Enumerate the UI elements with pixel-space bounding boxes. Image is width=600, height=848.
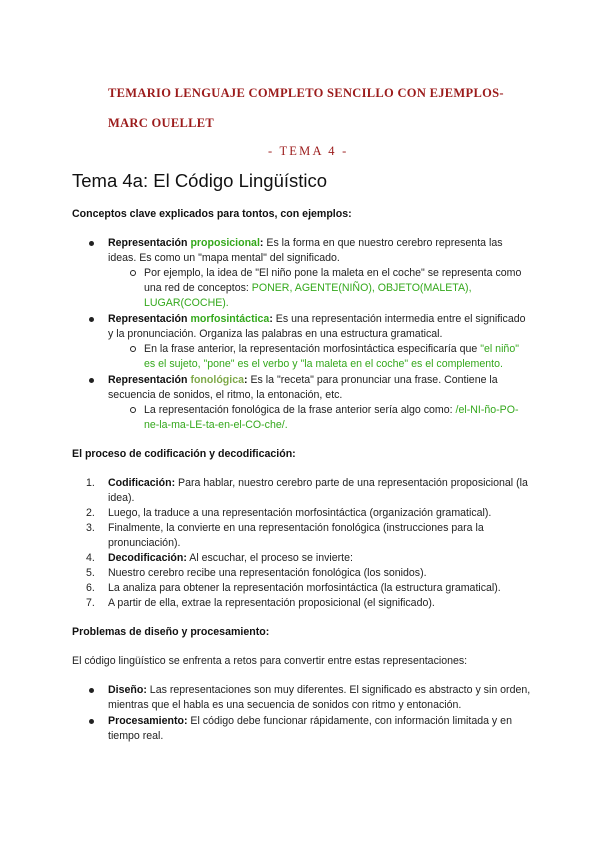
example-highlight: "el niño" es el sujeto, "pone" es el verbo y "la maleta en el coche" es el complemento. [144, 343, 519, 370]
sub-list [108, 342, 532, 372]
process-steps-list [72, 476, 532, 611]
list-item [72, 581, 532, 596]
concepts-list [72, 236, 532, 433]
term-label: Representación [108, 374, 191, 386]
list-item [72, 506, 532, 521]
term-highlight: fonológica [190, 374, 244, 386]
header-topic: - TEMA 4 - [268, 144, 349, 158]
sub-list-item [108, 403, 532, 433]
step-text: Al escuchar, el proceso se invierte: [186, 552, 353, 564]
problem-label: Procesamiento: [108, 715, 188, 727]
step-number: 6. [86, 582, 95, 594]
problem-label: Diseño: [108, 684, 147, 696]
list-item [72, 566, 532, 581]
example-highlight: /el-NI-ño-PO-ne-la-ma-LE-ta-en-el-CO-che/. [144, 404, 519, 431]
term-label: Representación [108, 313, 191, 325]
term-label: Representación [108, 237, 191, 249]
example-highlight: PONER, AGENTE(NIÑO), OBJETO(MALETA), LUGAR(COCHE). [144, 282, 472, 309]
sub-list [108, 266, 532, 311]
step-number: 1. [86, 477, 95, 489]
step-bold: Decodificación: [108, 552, 187, 564]
term-description: Es una representación intermedia entre el significado y la pronunciación. Organiza las palabras en una estructura gramatical. [108, 313, 526, 340]
term-highlight: proposicional [190, 237, 260, 249]
page-title: Tema 4a: El Código Lingüístico [72, 170, 328, 191]
list-item [72, 236, 532, 311]
list-item [72, 714, 532, 744]
sub-list-item [108, 342, 532, 372]
list-item [72, 551, 532, 566]
list-item [72, 521, 532, 551]
section-intro: El código lingüístico se enfrenta a retos para convertir entre estas representaciones: [72, 655, 468, 667]
header-title-line1: TEMARIO LENGUAJE COMPLETO SENCILLO CON EJEMPLOS- [108, 86, 504, 100]
document-body [72, 207, 532, 758]
list-item [72, 596, 532, 611]
step-bold: Codificación: [108, 477, 176, 489]
section-heading-problems: Problemas de diseño y procesamiento: [72, 626, 270, 638]
term-colon: : [259, 237, 264, 249]
step-number: 3. [86, 522, 95, 534]
step-number: 2. [86, 507, 95, 519]
term-highlight: morfosintáctica [190, 313, 270, 325]
sub-list [108, 403, 532, 433]
term-description: Es la "receta" para pronunciar una frase. Contiene la secuencia de sonidos, el ritmo, la entonación, etc. [108, 374, 498, 401]
problem-text: Las representaciones son muy diferentes. El significado es abstracto y sin orden, mientras que el habla es una secuencia de sonidos con ritmo y entonación. [108, 684, 531, 711]
section-heading-process: El proceso de codificación y decodificación: [72, 448, 296, 460]
term-colon: : [269, 313, 273, 325]
step-text: Luego, la traduce a una representación morfosintáctica (organización gramatical). [108, 507, 492, 519]
step-text: A partir de ella, extrae la representación proposicional (el significado). [108, 597, 435, 609]
step-text: La analiza para obtener la representación morfosintáctica (la estructura gramatical). [108, 582, 501, 594]
header-author: MARC OUELLET [108, 116, 215, 130]
example-text: Por ejemplo, la idea de "El niño pone la maleta en el coche" se representa como una red de conceptos: [144, 267, 522, 294]
problem-text: El código debe funcionar rápidamente, con información limitada y en tiempo real. [108, 715, 512, 742]
step-text: Nuestro cerebro recibe una representación fonológica (los sonidos). [108, 567, 427, 579]
term-description: Es la forma en que nuestro cerebro representa las ideas. Es como un "mapa mental" del significado. [108, 237, 503, 264]
step-text: Finalmente, la convierte en una representación fonológica (instrucciones para la pronunciación). [108, 522, 484, 549]
step-number: 7. [86, 597, 95, 609]
list-item [72, 683, 532, 713]
list-item [72, 312, 532, 372]
step-number: 5. [86, 567, 95, 579]
term-colon: : [244, 374, 248, 386]
list-item [72, 476, 532, 506]
step-number: 4. [86, 552, 95, 564]
example-text: En la frase anterior, la representación morfosintáctica especificaría que [144, 343, 481, 355]
section-heading-concepts: Conceptos clave explicados para tontos, con ejemplos: [72, 208, 352, 220]
example-text: La representación fonológica de la frase anterior sería algo como: [144, 404, 456, 416]
sub-list-item [108, 266, 532, 311]
step-text: Para hablar, nuestro cerebro parte de una representación proposicional (la idea). [108, 477, 528, 504]
list-item [72, 373, 532, 433]
problems-list [72, 683, 532, 744]
